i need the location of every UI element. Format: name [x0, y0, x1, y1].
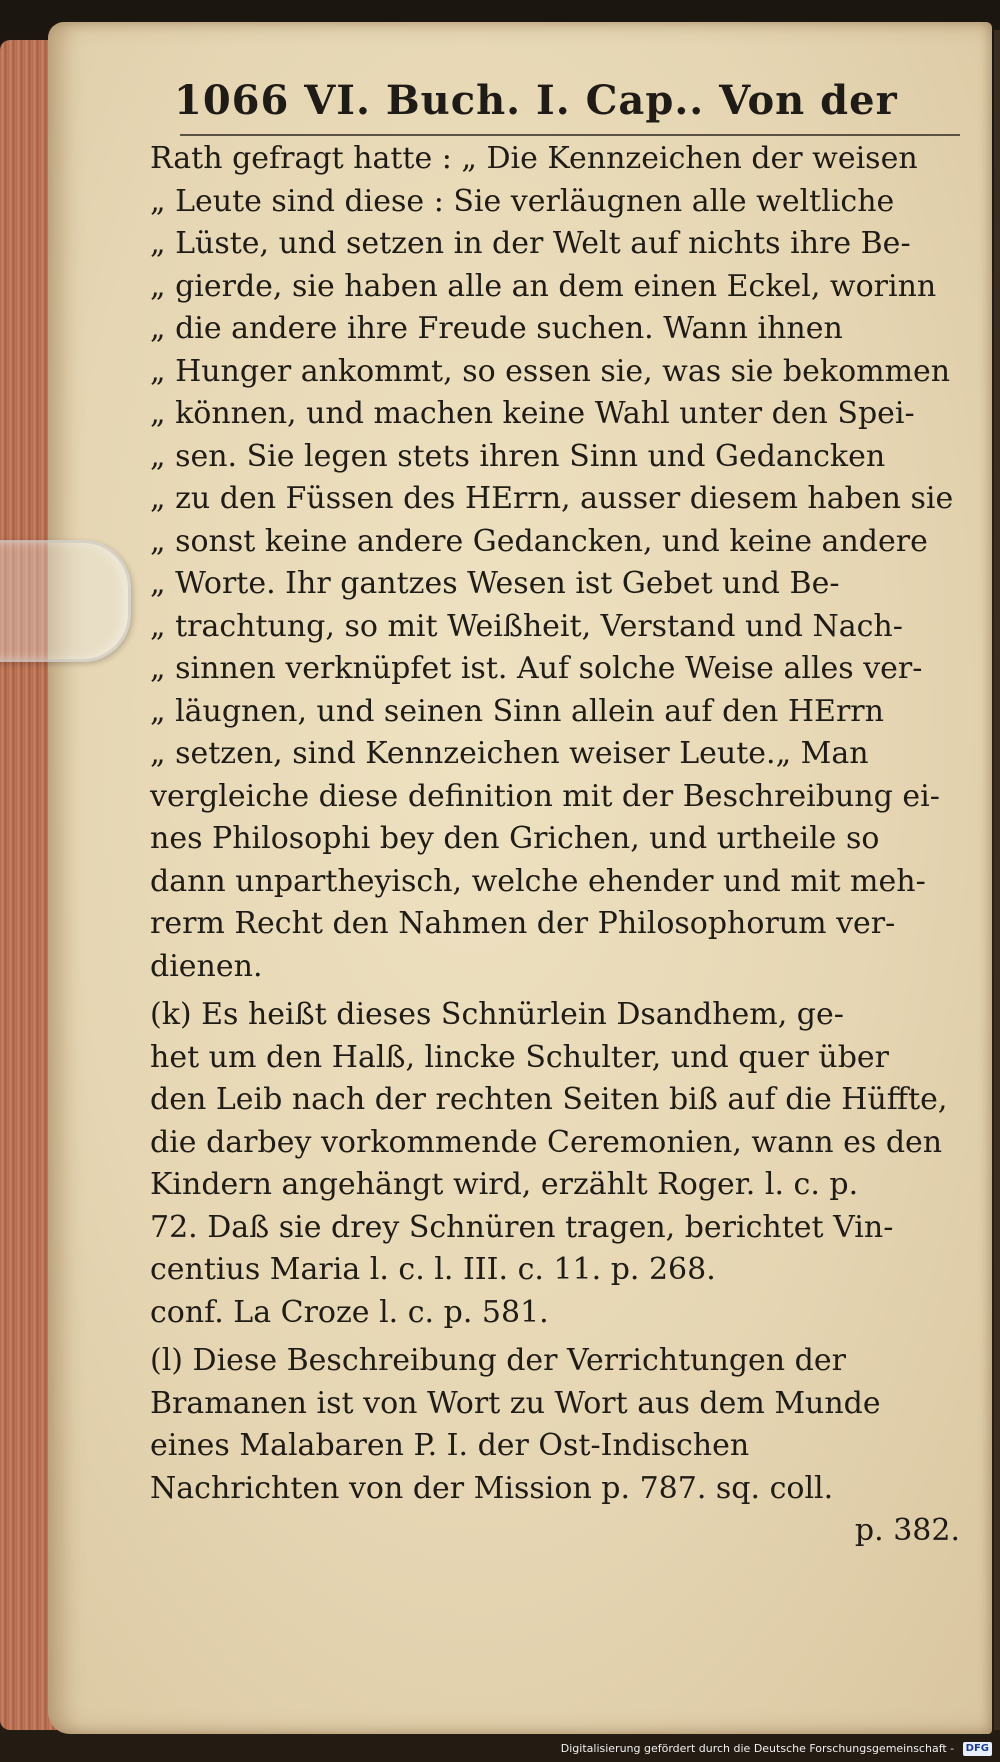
page-gutter-edge	[994, 30, 1000, 1730]
text-line: vergleiche diese definition mit der Beschreibung ei-	[150, 778, 940, 814]
text-line: conf. La Croze l. c. p. 581.	[150, 1294, 549, 1330]
text-line: rerm Recht den Nahmen der Philosophorum ver-	[150, 906, 896, 941]
text-line: „ sonst keine andere Gedancken, und keine andere	[150, 523, 928, 559]
text-line: „ läugnen, und seinen Sinn allein auf den HErrn	[150, 693, 884, 729]
page-text	[150, 72, 980, 1553]
text-line: „ zu den Füssen des HErrn, ausser diesem haben sie	[150, 481, 954, 516]
body-paragraph	[150, 138, 980, 988]
text-line: „ gierde, sie haben alle an dem einen Eckel, worinn	[150, 268, 937, 304]
text-line: „ sen. Sie legen stets ihren Sinn und Gedancken	[150, 438, 886, 474]
text-line: „ Worte. Ihr gantzes Wesen ist Gebet und Be-	[150, 566, 840, 601]
catchword: p. 382.	[854, 1513, 960, 1548]
text-line: Rath gefragt hatte : „ Die Kennzeichen der weisen	[150, 141, 918, 176]
text-line: Kindern angehängt wird, erzählt Roger. l. c. p.	[150, 1167, 859, 1202]
footnote-k	[150, 994, 980, 1334]
text-line: centius Maria l. c. l. III. c. 11. p. 268.	[150, 1252, 716, 1287]
header-rule	[180, 134, 960, 136]
text-line: „ trachtung, so mit Weißheit, Verstand und Nach-	[150, 608, 903, 644]
text-line: „ können, und machen keine Wahl unter den Spei-	[150, 396, 915, 431]
text-line: die darbey vorkommende Ceremonien, wann es den	[150, 1124, 943, 1160]
text-line: „ sinnen verknüpfet ist. Auf solche Weise alles ver-	[150, 651, 923, 686]
text-line: „ Lüste, und setzen in der Welt auf nichts ihre Be-	[150, 226, 911, 261]
dfg-logo: DFG	[963, 1742, 992, 1756]
text-line: eines Malabaren P. I. der Ost-Indischen	[150, 1428, 750, 1463]
credit-text: Digitalisierung gefördert durch die Deutsche Forschungsgemeinschaft -	[560, 1742, 955, 1755]
text-line: „ Hunger ankommt, so essen sie, was sie bekommen	[150, 353, 951, 389]
digitization-credit	[561, 1740, 992, 1758]
text-line: 72. Daß sie drey Schnüren tragen, berichtet Vin-	[150, 1209, 894, 1245]
text-line: het um den Halß, lincke Schulter, und quer über	[150, 1039, 889, 1075]
text-line: dann unpartheyisch, welche ehender und mit meh-	[150, 863, 926, 899]
page-clip	[0, 540, 131, 662]
running-head: 1066 VI. Buch. I. Cap.. Von der	[174, 77, 898, 124]
text-line: (l) Diese Beschreibung der Verrichtungen der	[150, 1343, 846, 1378]
text-line: Bramanen ist von Wort zu Wort aus dem Munde	[150, 1385, 881, 1421]
text-line: Nachrichten von der Mission p. 787. sq. coll.	[150, 1470, 834, 1506]
footnote-l	[150, 1340, 980, 1510]
text-line: dienen.	[150, 948, 263, 984]
text-line: den Leib nach der rechten Seiten biß auf die Hüffte,	[150, 1082, 948, 1117]
text-line: nes Philosophi bey den Grichen, und urtheile so	[150, 821, 880, 856]
text-line: „ setzen, sind Kennzeichen weiser Leute.„ Man	[150, 736, 869, 771]
text-line: „ die andere ihre Freude suchen. Wann ihnen	[150, 311, 843, 346]
text-line: „ Leute sind diese : Sie verläugnen alle weltliche	[150, 183, 895, 219]
text-line: (k) Es heißt dieses Schnürlein Dsandhem, ge-	[150, 997, 844, 1032]
